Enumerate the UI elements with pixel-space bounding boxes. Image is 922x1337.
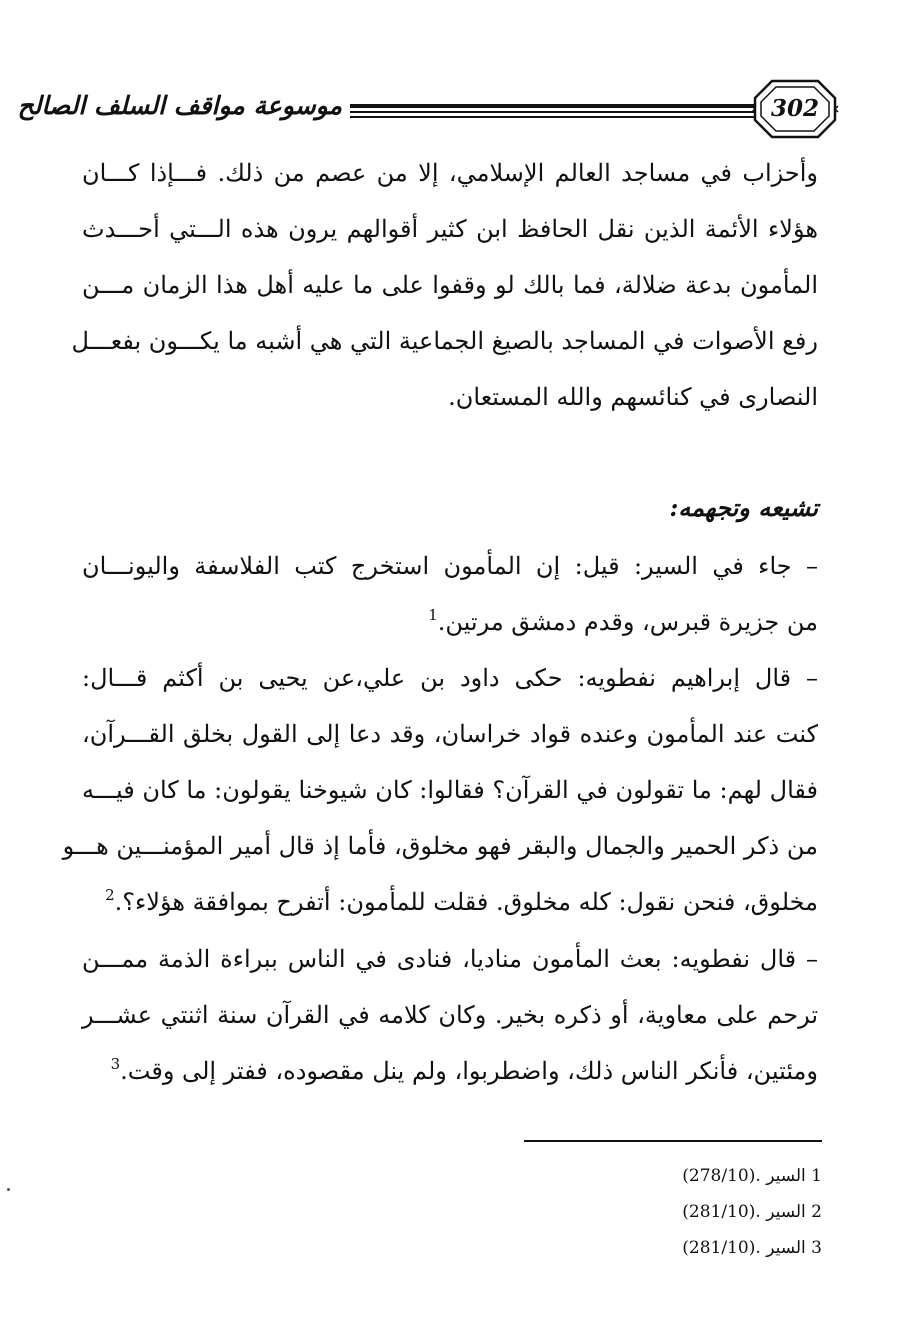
text-line (82, 874, 818, 930)
footnote-reference: (281/10). (682, 1238, 761, 1258)
footnote-source: السير (766, 1238, 806, 1258)
page-number-badge (752, 78, 838, 140)
footnote-source: السير (766, 1166, 806, 1186)
line-text: ومئتين، فأنكر الناس ذلك، واضطربوا، ولم ينل مقصوده، ففتر إلى وقت. (120, 1057, 818, 1085)
footnote-reference: (278/10). (682, 1166, 761, 1186)
text-line: كنت عند المأمون وعنده قواد خراسان، وقد دعا إلى القول بخلق القـــرآن، (82, 720, 818, 748)
text-line: – قال نفطويه: بعث المأمون مناديا، فنادى في الناس ببراءة الذمة ممـــن (82, 945, 818, 973)
paragraph-niftawayh-quran (62, 650, 818, 930)
footnote-mark[interactable]: 1 (428, 606, 438, 624)
footnote-number: 2 (811, 1202, 822, 1222)
footnote-item (596, 1230, 822, 1266)
text-line: – قال إبراهيم نفطويه: حكى داود بن علي،عن يحيى بن أكثم قـــال: (82, 664, 818, 692)
line-text: من جزيرة قبرس، وقدم دمشق مرتين. (437, 608, 818, 636)
footnote-mark[interactable]: 2 (105, 886, 115, 904)
section-heading: تشيعه وتجهمه: (669, 493, 818, 522)
book-title: موسوعة مواقف السلف الصالح (17, 91, 342, 120)
footnote-number: 3 (811, 1238, 822, 1258)
footnote-item (596, 1194, 822, 1230)
footnote-mark[interactable]: 3 (110, 1055, 121, 1073)
page-number: 302 (770, 95, 819, 122)
footnote-number: 1 (811, 1166, 822, 1186)
text-line: من ذكر الحمير والجمال والبقر فهو مخلوق، فأما إذ قال أمير المؤمنـــين هـــو (62, 832, 818, 860)
text-line: ترحم على معاوية، أو ذكره بخير. وكان كلامه في القرآن سنة اثنتي عشـــر (82, 1001, 818, 1029)
text-line: رفع الأصوات في المساجد بالصيغ الجماعية التي هي أشبه ما يكـــون بفعـــل (71, 327, 818, 355)
text-line: المأمون بدعة ضلالة، فما بالك لو وقفوا على ما عليه أهل هذا الزمان مـــن (82, 271, 818, 299)
paragraph-seer-philosophy (82, 538, 818, 650)
paragraph-niftawayh-muawiya (82, 931, 818, 1099)
text-line: وأحزاب في مساجد العالم الإسلامي، إلا من عصم من ذلك. فـــإذا كـــان (82, 159, 818, 187)
page-header (17, 78, 838, 140)
text-line: هؤلاء الأئمة الذين نقل الحافظ ابن كثير أقوالهم يرون هذه الـــتي أحـــدث (82, 215, 818, 243)
text-line: فقال لهم: ما تقولون في القرآن؟ فقالوا: كان شيوخنا يقولون: ما كان فيـــه (82, 776, 818, 804)
footnotes (596, 1158, 822, 1266)
text-line (82, 594, 818, 650)
footnote-source: السير (766, 1202, 806, 1222)
footnote-item (596, 1158, 822, 1194)
line-text: مخلوق، فنحن نقول: كله مخلوق. فقلت للمأمون: أتفرح بموافقة هؤلاء؟. (114, 888, 818, 916)
footnote-reference: (281/10). (682, 1202, 761, 1222)
intro-paragraph (71, 145, 818, 425)
scan-dot (7, 1188, 10, 1191)
text-line: – جاء في السير: قيل: إن المأمون استخرج كتب الفلاسفة واليونـــان (82, 552, 818, 580)
footnote-separator (524, 1140, 822, 1142)
text-line: النصارى في كنائسهم والله المستعان. (448, 383, 818, 411)
text-line (82, 1043, 818, 1099)
